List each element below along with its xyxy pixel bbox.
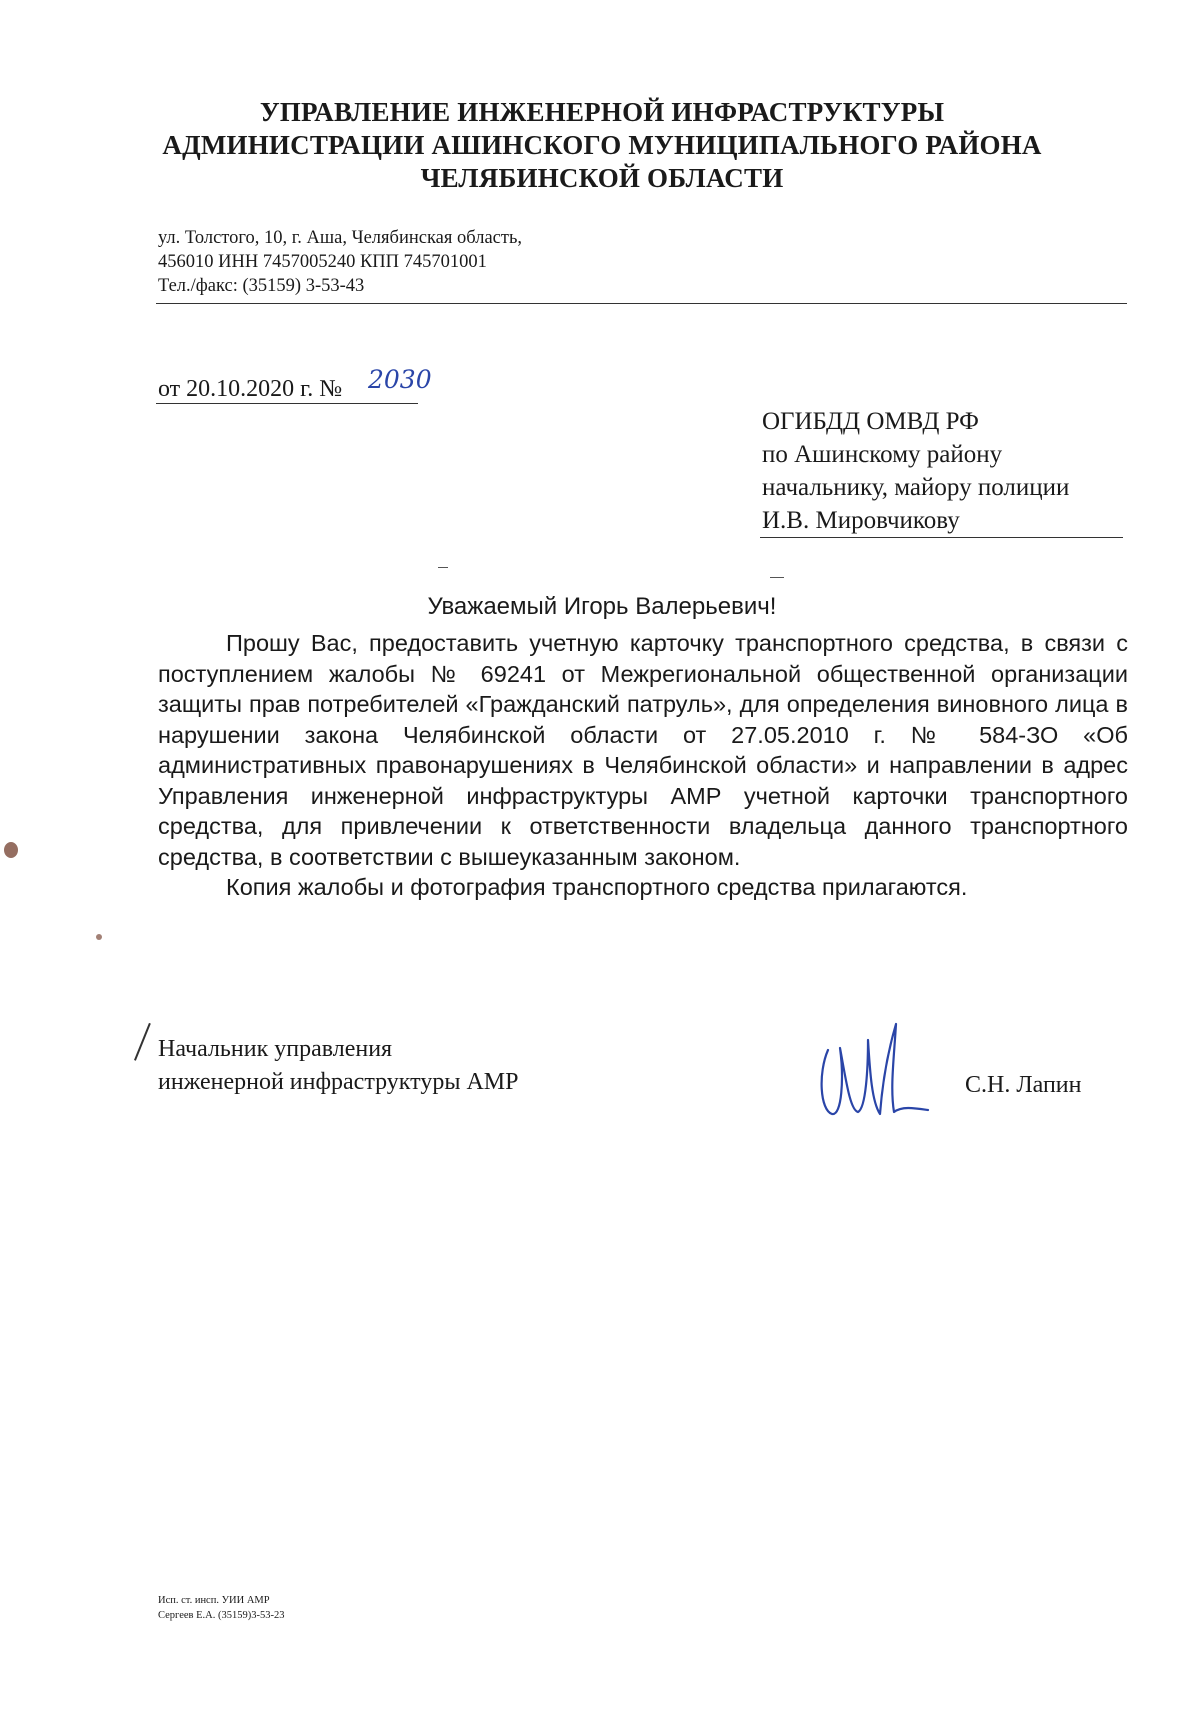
position-line-1: Начальник управления xyxy=(158,1036,393,1062)
address-line-3: Тел./факс: (35159) 3-53-43 xyxy=(158,276,365,296)
approval-tick-mark xyxy=(134,1023,151,1061)
letterhead-divider xyxy=(156,303,1127,304)
letterhead xyxy=(0,96,1204,195)
recipient-line-3: начальнику, майору полиции xyxy=(762,474,1070,501)
letterhead-line-1: УПРАВЛЕНИЕ ИНЖЕНЕРНОЙ ИНФРАСТРУКТУРЫ xyxy=(259,97,945,127)
recipient-line-1: ОГИБДД ОМВД РФ xyxy=(762,408,979,435)
executor-line-1: Исп. ст. инсп. УИИ АМР xyxy=(158,1595,270,1606)
scan-mark xyxy=(438,567,448,568)
scan-speck xyxy=(96,934,102,940)
salutation: Уважаемый Игорь Валерьевич! xyxy=(427,593,777,620)
date-underline xyxy=(156,403,418,404)
recipient-underline xyxy=(760,537,1123,538)
outgoing-date: от 20.10.2020 г. № xyxy=(158,376,343,402)
scan-mark xyxy=(770,577,784,578)
recipient-line-2: по Ашинскому району xyxy=(762,441,1003,468)
handwritten-signature xyxy=(810,1018,935,1118)
signatory-position xyxy=(158,1033,518,1099)
position-line-2: инженерной инфраструктуры АМР xyxy=(158,1069,519,1095)
recipient-block xyxy=(762,405,1069,537)
address-line-2: 456010 ИНН 7457005240 КПП 745701001 xyxy=(158,252,487,272)
letterhead-line-3: ЧЕЛЯБИНСКОЙ ОБЛАСТИ xyxy=(420,163,784,193)
letterhead-line-2: АДМИНИСТРАЦИИ АШИНСКОГО МУНИЦИПАЛЬНОГО РАЙОНА xyxy=(162,130,1042,160)
sender-address xyxy=(158,226,522,298)
body-paragraph-2: Копия жалобы и фотография транспортного средства прилагаются. xyxy=(226,874,968,900)
executor-note xyxy=(158,1593,284,1623)
executor-line-2: Сергеев Е.А. (35159)3-53-23 xyxy=(158,1610,285,1621)
letter-body xyxy=(158,628,1128,903)
recipient-line-4: И.В. Мировчикову xyxy=(762,507,960,534)
handwritten-reg-number: 2030 xyxy=(368,365,432,394)
body-paragraph-1: Прошу Вас, предоставить учетную карточку транспортного средства, в связи с поступлением жалобы № 69241 от Межрегиональной общественной организации защиты прав потребителей «Гражданский патруль», для определения виновного лица в нарушении закона Челябинской области от 27.05.2010 г. № 584-ЗО «Об административных правонарушениях в Челябинской области» и направлении в адрес Управления инженерной инфраструктуры АМР учетной карточки транспортного средства, для привлечении к ответственности владельца данного транспортного средства, в соответствии с вышеуказанным законом. xyxy=(158,630,1128,870)
address-line-1: ул. Толстого, 10, г. Аша, Челябинская область, xyxy=(158,228,523,248)
signatory-name: С.Н. Лапин xyxy=(965,1072,1082,1098)
scan-speck xyxy=(4,842,18,858)
